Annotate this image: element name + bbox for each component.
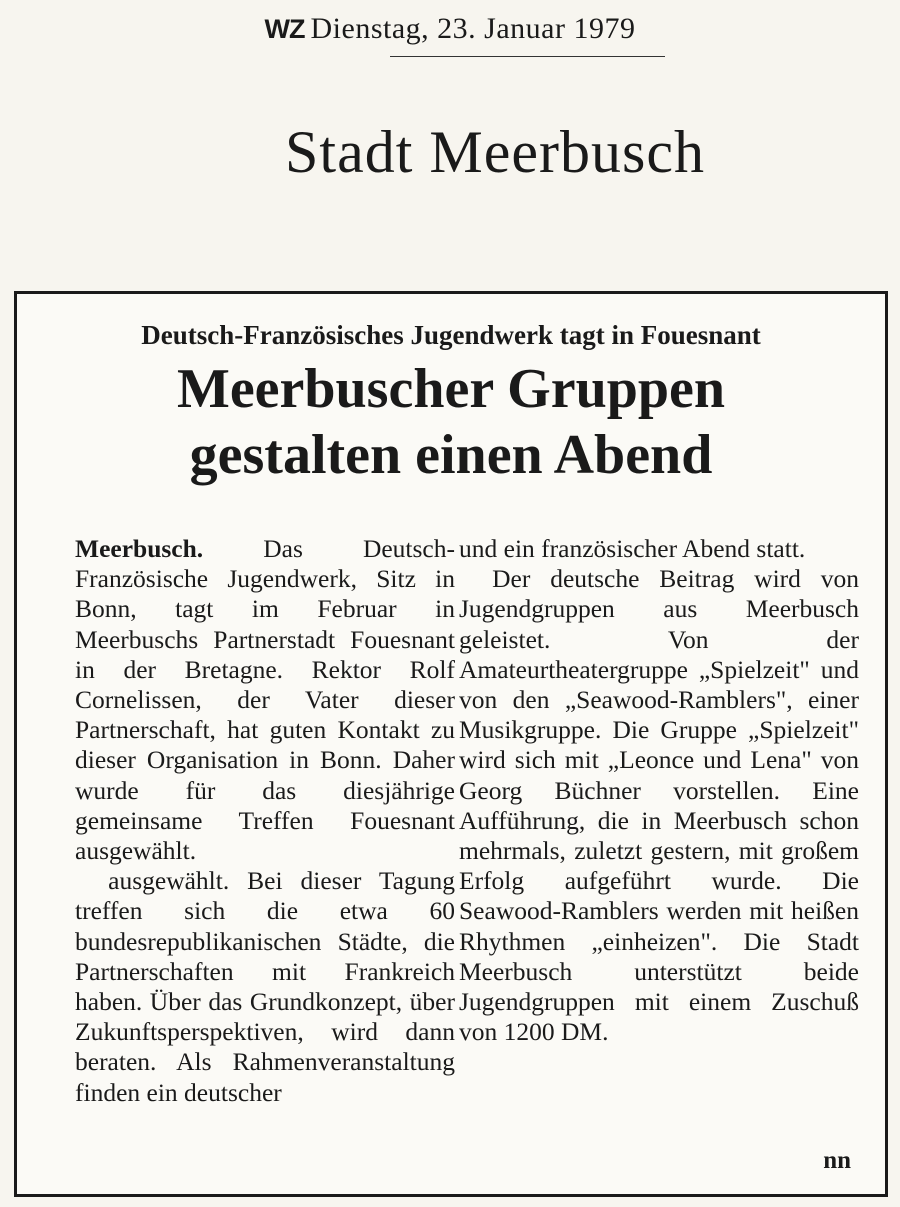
dateline: Meerbusch. <box>75 534 204 563</box>
masthead <box>0 12 900 46</box>
article-kicker: Deutsch-Französisches Jugendwerk tagt in Fouesnant <box>141 320 761 350</box>
article-headline <box>17 356 885 488</box>
article-column-right <box>459 534 859 1047</box>
paragraph: Der deutsche Beitrag wird von Jugendgruppen aus Meerbusch geleistet. Von der Amateurtheatergruppe „Spielzeit" und von den „Seawood-Ramblers", einer Musikgruppe. Die Gruppe „Spielzeit" wird sich mit „Leonce und Lena" von Georg Büchner vorstellen. Eine Aufführung, die in Meerbusch schon mehrmals, zuletzt gestern, mit großem Erfolg aufgeführt wurde. Die Seawood-Ramblers werden mit heißen Rhythmen „einheizen". Die Stadt Meerbusch unterstützt beide Jugendgruppen mit einem Zuschuß von 1200 DM. <box>459 564 859 1047</box>
author-signature: nn <box>823 1147 851 1174</box>
newspaper-logo: WZ <box>264 14 305 44</box>
paragraph-text: Das Deutsch-Französische Jugendwerk, Sitz in Bonn, tagt im Februar in Meerbuschs Partnerstadt Fouesnant in der Bretagne. Rektor Rolf Cornelissen, der Vater dieser Partnerschaft, hat guten Kontakt zu dieser Organisation in Bonn. Daher wurde für das diesjährige gemeinsame Treffen Fouesnant ausgewählt. <box>75 534 455 866</box>
paragraph: ausgewählt. Bei dieser Tagung treffen sich die etwa 60 bundesrepublikanischen Städte, die Partnerschaften mit Frankreich haben. Über das Grundkonzept, über Zukunftsperspektiven, wird dann beraten. Als Rahmenveranstaltung finden ein deutscher <box>75 866 455 1107</box>
headline-line-2: gestalten einen Abend <box>189 424 713 486</box>
headline-line-1: Meerbuscher Gruppen <box>176 358 726 420</box>
paragraph <box>75 534 455 866</box>
article-column-left <box>75 534 455 1108</box>
paragraph: und ein französischer Abend statt. <box>459 534 806 563</box>
masthead-date: Dienstag, 23. Januar 1979 <box>310 12 636 45</box>
section-title: Stadt Meerbusch <box>285 119 705 185</box>
article-box <box>14 291 888 1197</box>
masthead-rule <box>390 56 665 57</box>
